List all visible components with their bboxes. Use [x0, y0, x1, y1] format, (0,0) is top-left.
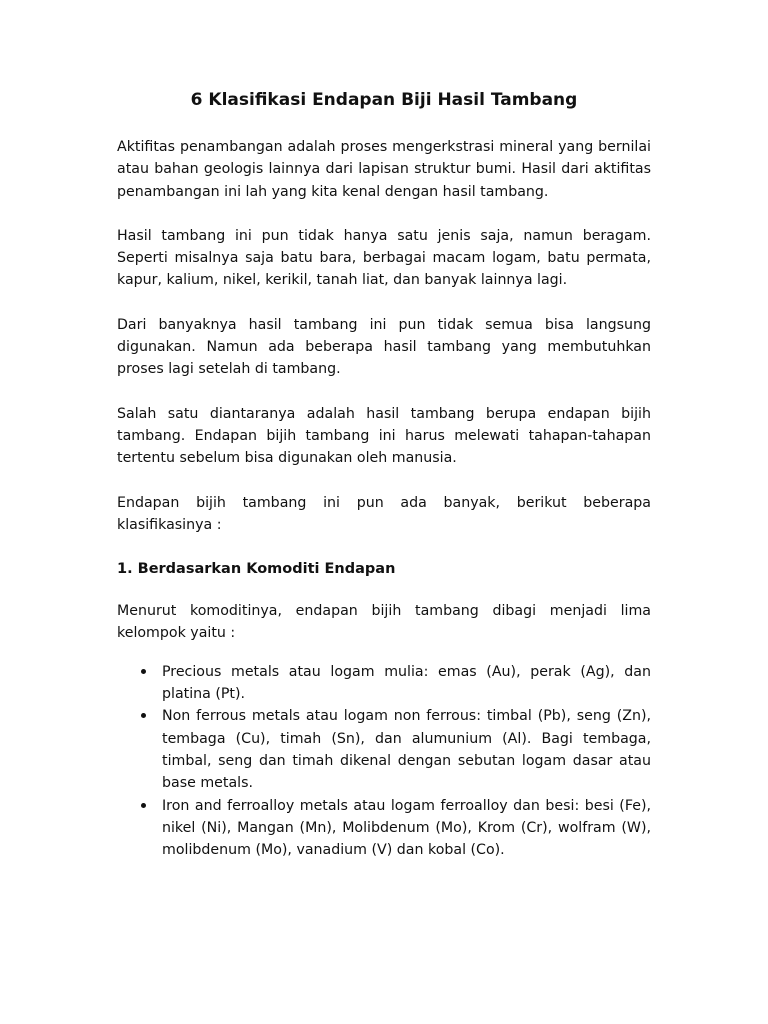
list-item	[117, 661, 651, 706]
list-item-text: Iron and ferroalloy metals atau logam ferroalloy dan besi: besi (Fe), nikel (Ni), Mangan (Mn), Molibdenum (Mo), Krom (Cr), wolfram (W), molibdenum (Mo), vanadium (V) dan kobal (Co).	[162, 797, 651, 859]
section-intro: Menurut komoditinya, endapan bijih tambang dibagi menjadi lima kelompok yaitu :	[117, 603, 651, 642]
paragraph-intro: Aktifitas penambangan adalah proses mengerkstrasi mineral yang bernilai atau bahan geologis lainnya dari lapisan struktur bumi. Hasil dari aktifitas penambangan ini lah yang kita kenal dengan hasil tambang.	[117, 139, 651, 200]
paragraph-ore-deposit: Salah satu diantaranya adalah hasil tambang berupa endapan bijih tambang. Endapan bijih tambang ini harus melewati tahapan-tahapan tertentu sebelum bisa digunakan oleh manusia.	[117, 405, 651, 467]
list-item	[117, 795, 651, 862]
list-item-text: Non ferrous metals atau logam non ferrous: timbal (Pb), seng (Zn), tembaga (Cu), timah (Sn), dan alumunium (Al). Bagi tembaga, timbal, seng dan timah dikenal dengan sebutan logam dasar atau base metals.	[162, 708, 651, 792]
paragraph-classification-intro: Endapan bijih tambang ini pun ada banyak, berikut beberapa klasifikasinya :	[117, 494, 651, 533]
bullet-dot-icon	[141, 803, 146, 808]
document-title: 6 Klasifikasi Endapan Biji Hasil Tambang	[190, 90, 578, 110]
bullet-dot-icon	[141, 713, 146, 718]
list-item	[117, 705, 651, 794]
paragraph-usability: Dari banyaknya hasil tambang ini pun tidak semua bisa langsung digunakan. Namun ada beberapa hasil tambang yang membutuhkan proses lagi setelah di tambang.	[117, 316, 651, 378]
document-page	[117, 88, 651, 861]
section-heading: 1. Berdasarkan Komoditi Endapan	[117, 561, 396, 578]
bullet-dot-icon	[141, 669, 146, 674]
commodity-list	[117, 661, 651, 862]
paragraph-variety: Hasil tambang ini pun tidak hanya satu jenis saja, namun beragam. Seperti misalnya saja batu bara, berbagai macam logam, batu permata, kapur, kalium, nikel, kerikil, tanah liat, dan banyak lainnya lagi.	[117, 227, 651, 289]
list-item-text: Precious metals atau logam mulia: emas (Au), perak (Ag), dan platina (Pt).	[162, 663, 651, 703]
